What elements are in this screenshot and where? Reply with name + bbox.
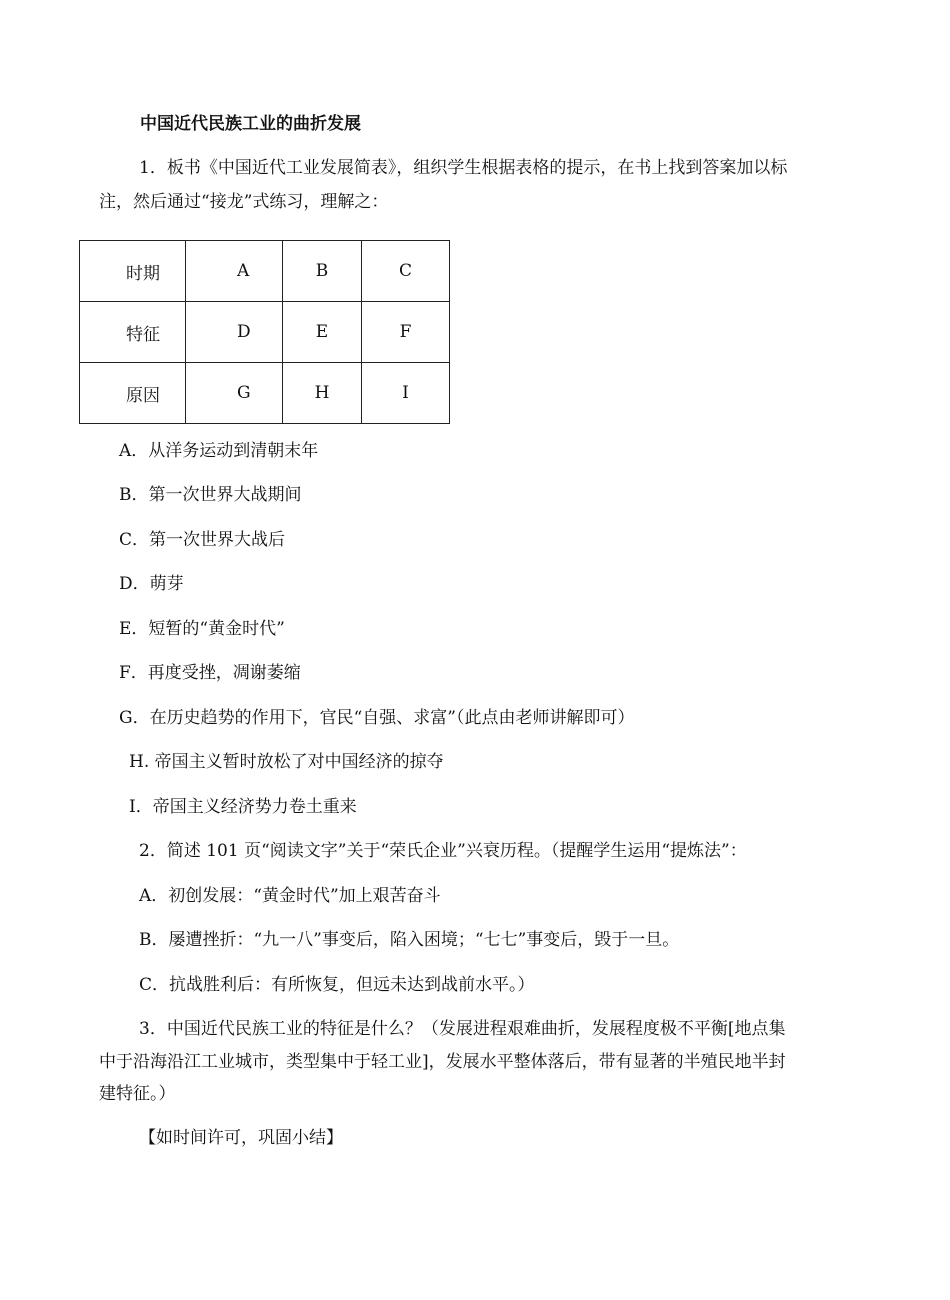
answer-item: H. 帝国主义暂时放松了对中国经济的掠夺 (129, 752, 444, 772)
table-cell: I (362, 363, 450, 424)
question-3-line-2: 中于沿海沿江工业城市，类型集中于轻工业]，发展水平整体落后，带有显著的半殖民地半封 (99, 1052, 786, 1072)
answer-item: A．从洋务运动到清朝末年 (119, 441, 319, 461)
table-cell: 特征 (80, 302, 186, 363)
answer-item: C．第一次世界大战后 (119, 530, 286, 550)
table-cell: G (186, 363, 283, 424)
table-cell: E (283, 302, 362, 363)
table-cell: C (362, 241, 450, 302)
closing-note: 【如时间许可，巩固小结】 (139, 1128, 343, 1148)
question-3-line-3: 建特征。） (99, 1084, 176, 1104)
question-2-item: A．初创发展：“黄金时代”加上艰苦奋斗 (139, 886, 441, 906)
intro-line-1: 1．板书《中国近代工业发展简表》，组织学生根据表格的提示，在书上找到答案加以标 (139, 158, 788, 178)
answer-item: F．再度受挫，凋谢萎缩 (119, 663, 301, 683)
answer-item: I．帝国主义经济势力卷土重来 (129, 797, 357, 817)
table-cell: B (283, 241, 362, 302)
table-cell: A (186, 241, 283, 302)
question-2-line: 2．简述 101 页“阅读文字”关于“荣氏企业”兴衰历程。（提醒学生运用“提炼法”： (139, 841, 747, 861)
table-cell: 时期 (80, 241, 186, 302)
table-cell: 原因 (80, 363, 186, 424)
answer-item: E．短暂的“黄金时代” (119, 619, 285, 639)
table-cell: D (186, 302, 283, 363)
answer-item: B．第一次世界大战期间 (119, 485, 302, 505)
table-cell: H (283, 363, 362, 424)
table-cell: F (362, 302, 450, 363)
answer-item: D．萌芽 (119, 574, 184, 594)
question-2-item: B．屡遭挫折：“九一八”事变后，陷入困境；“七七”事变后，毁于一旦。 (139, 930, 680, 950)
table-row (80, 363, 450, 424)
table-row (80, 302, 450, 363)
intro-line-2: 注，然后通过“接龙”式练习，理解之： (99, 192, 389, 212)
industry-development-table (79, 240, 450, 424)
table-row (80, 241, 450, 302)
question-3-line-1: 3．中国近代民族工业的特征是什么？（发展进程艰难曲折，发展程度极不平衡[地点集 (139, 1019, 786, 1039)
question-2-item: C．抗战胜利后：有所恢复，但远未达到战前水平。） (139, 975, 535, 995)
answer-item: G．在历史趋势的作用下，官民“自强、求富”（此点由老师讲解即可） (119, 708, 635, 728)
page-title: 中国近代民族工业的曲折发展 (140, 114, 361, 134)
